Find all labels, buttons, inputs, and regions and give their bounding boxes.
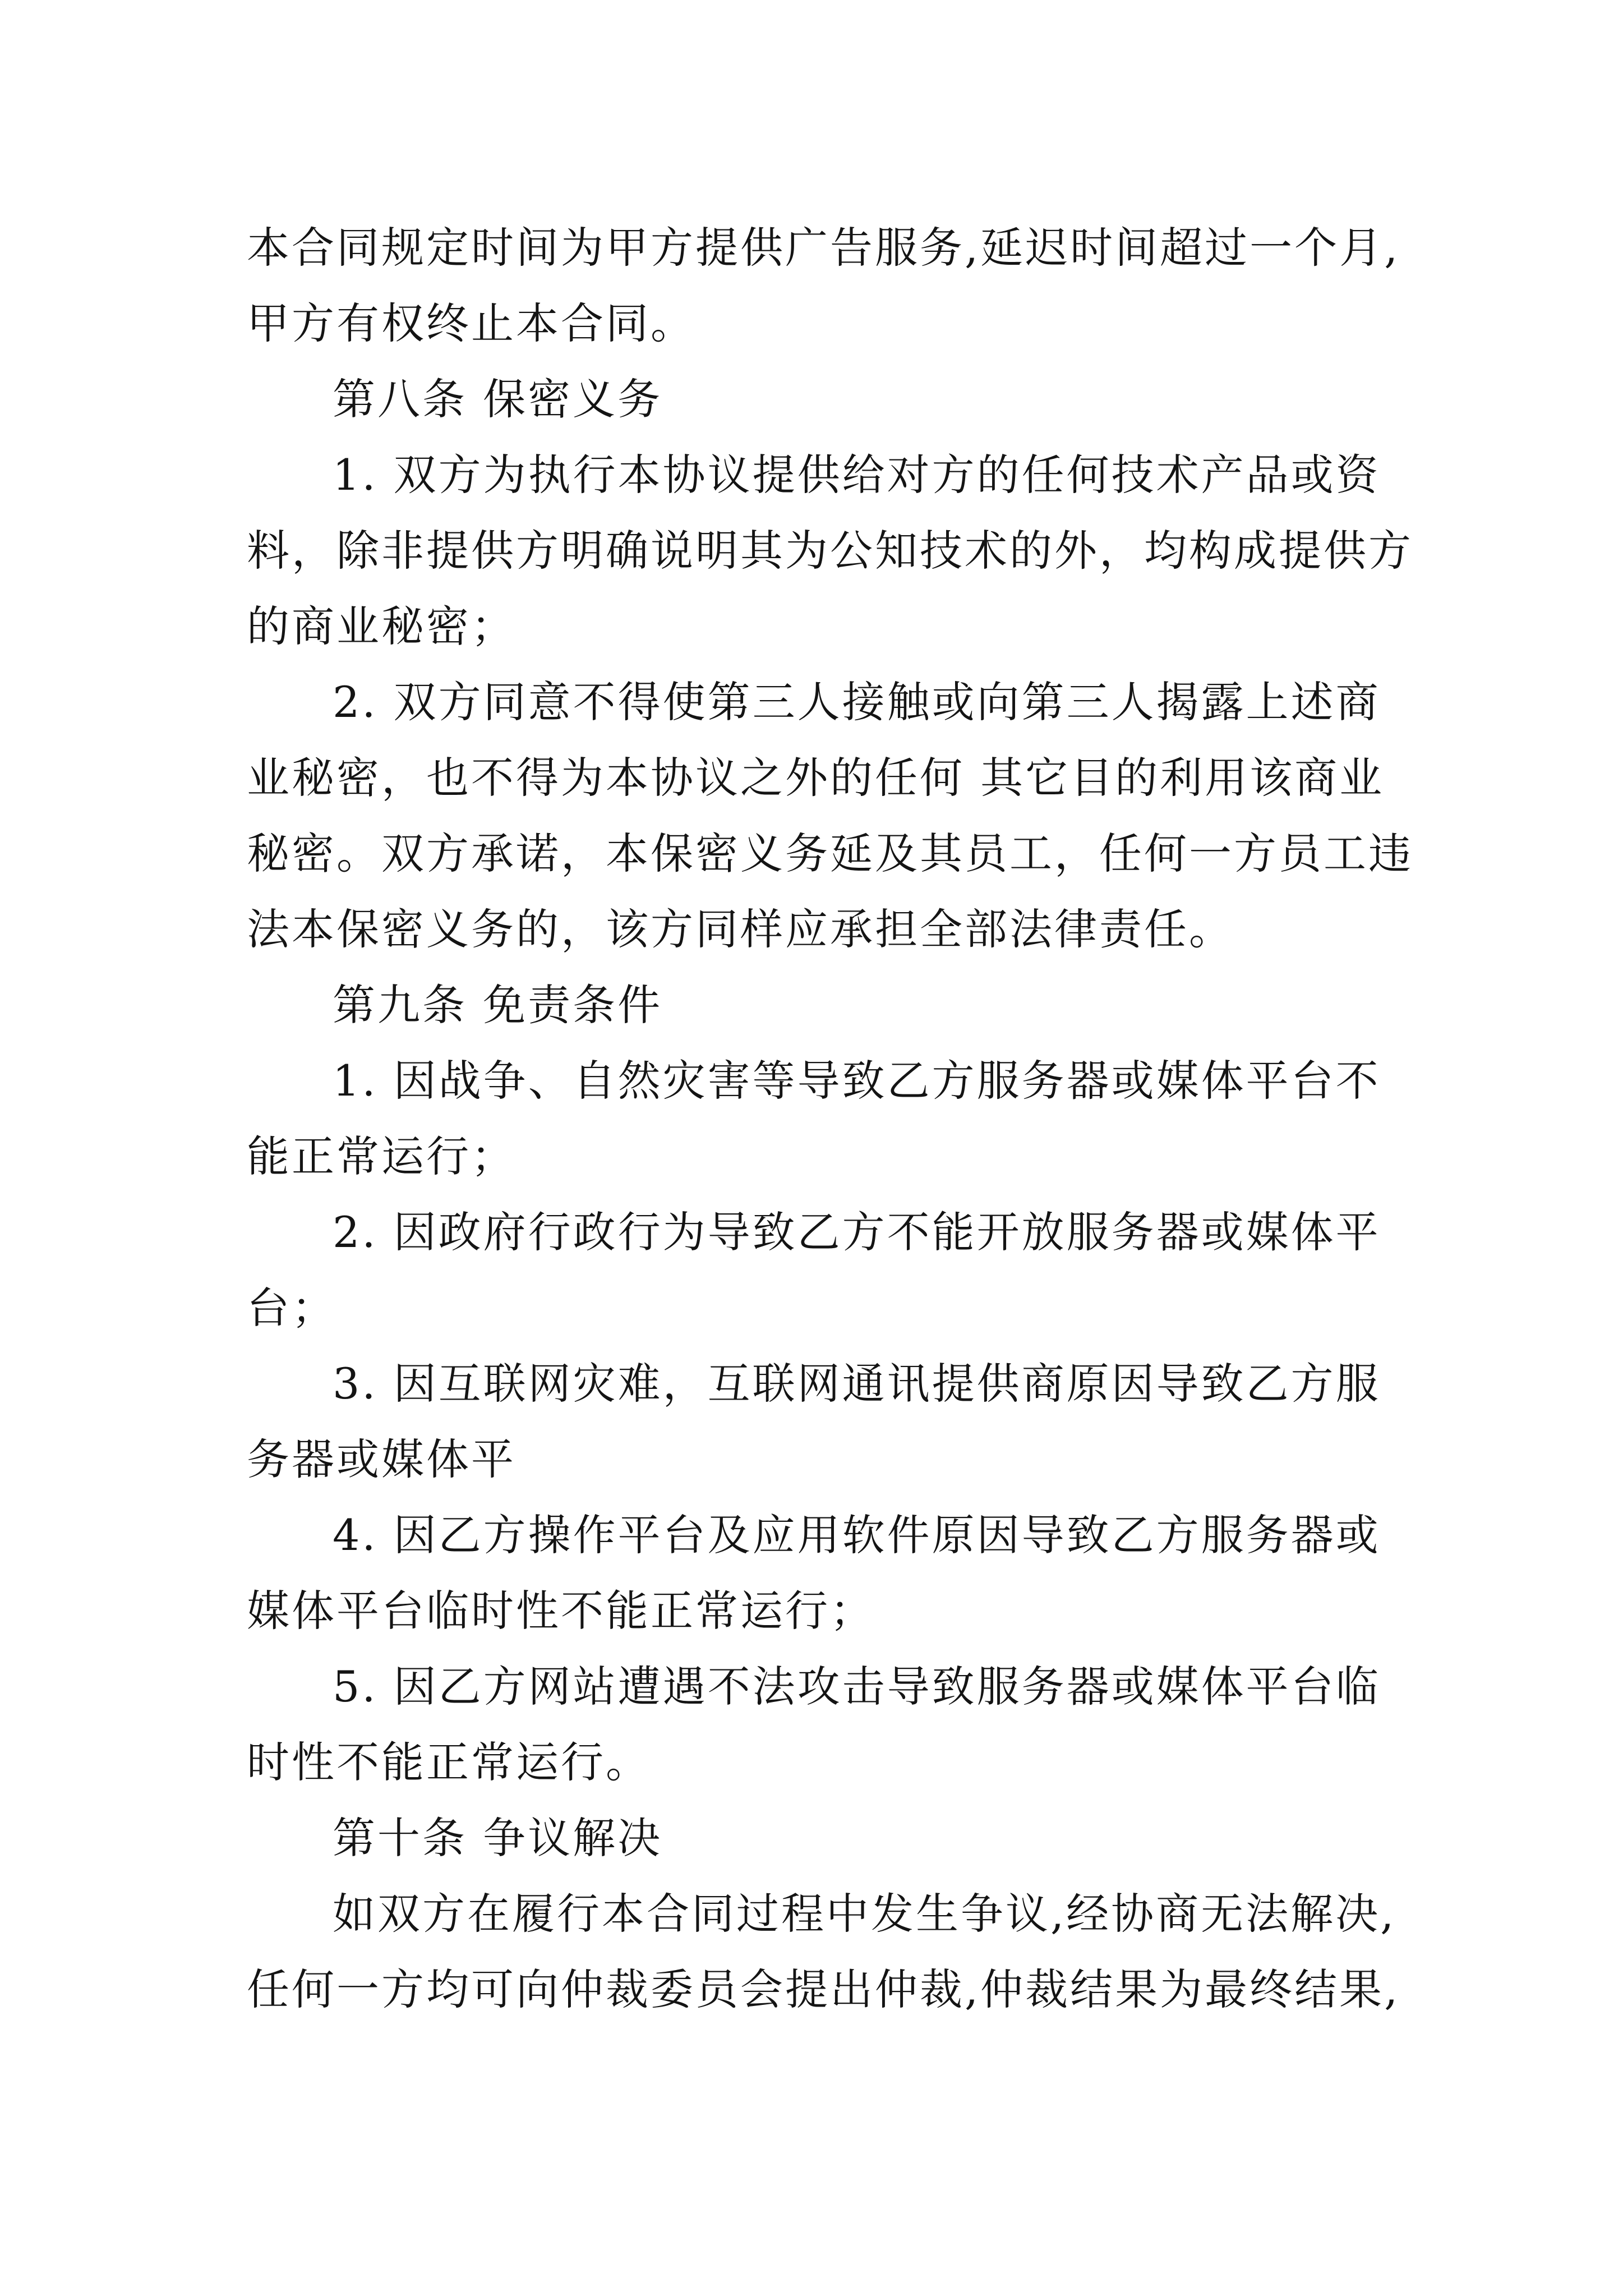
clause-9-5-line: 5. 因乙方网站遭遇不法攻击导致服务器或媒体平台临 — [333, 1662, 1381, 1711]
clause-10-line: 任何一方均可向仲裁委员会提出仲裁,仲裁结果为最终结果, — [247, 1964, 1400, 2014]
clause-8-1-line: 的商业秘密； — [247, 601, 516, 651]
section-heading-8: 第八条 保密义务 — [333, 374, 663, 424]
clause-9-4-line: 4. 因乙方操作平台及应用软件原因导致乙方服务器或 — [333, 1510, 1381, 1560]
clause-8-2-line: 业秘密，也不得为本协议之外的任何 其它目的利用该商业 — [247, 753, 1385, 803]
clause-9-3-line: 务器或媒体平 — [247, 1434, 516, 1484]
clause-9-3-line: 3. 因互联网灾难，互联网通讯提供商原因导致乙方服 — [333, 1359, 1381, 1409]
clause-8-2-line: 秘密。双方承诺，本保密义务延及其员工，任何一方员工违 — [247, 829, 1413, 878]
clause-9-4-line: 媒体平台临时性不能正常运行； — [247, 1586, 875, 1636]
section-heading-10: 第十条 争议解决 — [333, 1813, 663, 1863]
clause-9-5-line: 时性不能正常运行。 — [247, 1737, 651, 1787]
section-heading-9: 第九条 免责条件 — [333, 980, 663, 1030]
clause-8-1-line: 料，除非提供方明确说明其为公知技术的外，均构成提供方 — [247, 526, 1413, 576]
clause-9-2-line: 2. 因政府行政行为导致乙方不能开放服务器或媒体平 — [333, 1207, 1381, 1257]
body-text-line: 本合同规定时间为甲方提供广告服务,延迟时间超过一个月, — [247, 223, 1400, 273]
clause-9-1-line: 能正常运行； — [247, 1131, 516, 1181]
clause-8-2-line: 法本保密义务的，该方同样应承担全部法律责任。 — [247, 904, 1234, 954]
clause-8-1-line: 1. 双方为执行本协议提供给对方的任何技术产品或资 — [333, 450, 1381, 500]
clause-9-1-line: 1. 因战争、自然灾害等导致乙方服务器或媒体平台不 — [333, 1056, 1381, 1106]
clause-8-2-line: 2. 双方同意不得使第三人接触或向第三人揭露上述商 — [333, 677, 1381, 727]
clause-9-2-line: 台； — [247, 1283, 336, 1333]
body-text-line: 甲方有权终止本合同。 — [247, 298, 695, 348]
clause-10-line: 如双方在履行本合同过程中发生争议,经协商无法解决, — [333, 1889, 1396, 1939]
